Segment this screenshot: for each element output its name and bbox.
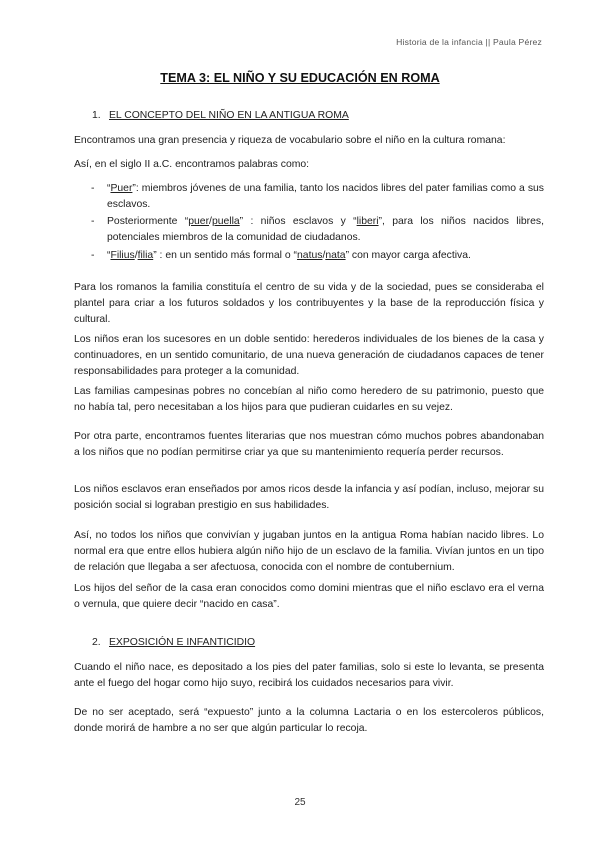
bullet-item-filius: “Filius/filia” : en un sentido más formal o “natus/nata” con mayor carga afectiva.: [107, 250, 471, 261]
paragraph-fuentes: Por otra parte, encontramos fuentes literarias que nos muestran cómo muchos pobres abandonaban a los niños que no podían permitirse criar ya que su mantenimiento requería perder recursos.: [74, 431, 544, 458]
bullet-marker: -: [91, 216, 95, 227]
section-number: 2.: [92, 637, 101, 648]
running-header: Historia de la infancia || Paula Pérez: [396, 37, 542, 47]
section-heading-1: [92, 110, 349, 121]
paragraph-convivian: Así, no todos los niños que convivían y jugaban juntos en la antigua Roma habían nacido libres. Lo normal era que entre ellos hubiera algún niño hijo de un esclavo de la familia. Vivían juntos en un tipo de relación que llegaba a ser afectuosa, conocida con el nombre de contubernium.: [74, 530, 544, 573]
bullet-item-puella: Posteriormente “puer/puella” : niños esclavos y “liberi”, para los niños nacidos libres, potenciales miembros de la comunidad de ciudadanos.: [107, 216, 544, 243]
paragraph-familia: Para los romanos la familia constituía el centro de su vida y de la sociedad, pues se consideraba el plantel para criar a los futuros soldados y los contribuyentes y la base de la reproducción física y cultural.: [74, 282, 544, 325]
paragraph-domini: Los hijos del señor de la casa eran conocidos como domini mientras que el niño esclavo era el verna o vernula, que quiere decir “nacido en casa”.: [74, 583, 544, 610]
section-number: 1.: [92, 110, 101, 121]
paragraph-esclavos: Los niños esclavos eran enseñados por amos ricos desde la infancia y así podían, incluso, mejorar su posición social si lograban prestigio en sus habilidades.: [74, 484, 544, 511]
bullet-item-puer: “Puer”: miembros jóvenes de una familia, tanto los nacidos libres del pater familias como a sus esclavos.: [107, 183, 544, 210]
intro-paragraph: Encontramos una gran presencia y riqueza de vocabulario sobre el niño en la cultura romana:: [74, 135, 506, 146]
section-heading-2: [92, 637, 255, 648]
section-title: EXPOSICIÓN E INFANTICIDIO: [109, 637, 256, 648]
page-number: 25: [294, 797, 306, 808]
bullet-marker: -: [91, 183, 95, 194]
paragraph-campesinas: Las familias campesinas pobres no concebían al niño como heredero de su patrimonio, puesto que no había tal, pero necesitaban a los hijos para que pudieran cuidarles en su vejez.: [74, 386, 544, 413]
page-title: TEMA 3: EL NIÑO Y SU EDUCACIÓN EN ROMA: [160, 71, 440, 85]
section-title: EL CONCEPTO DEL NIÑO EN LA ANTIGUA ROMA: [109, 110, 349, 121]
paragraph-nacimiento: Cuando el niño nace, es depositado a los pies del pater familias, solo si este lo levanta, se presenta ante el fuego del hogar como hijo suyo, recibirá los cuidados necesarios para vivir.: [74, 662, 544, 689]
bullet-marker: -: [91, 250, 95, 261]
paragraph-sucesores: Los niños eran los sucesores en un doble sentido: herederos individuales de los bienes de la casa y continuadores, en un sentido comunitario, de una nueva generación de ciudadanos capaces de tener responsabilidades para proteger a la comunidad.: [74, 334, 544, 377]
paragraph-expuesto: De no ser aceptado, será “expuesto” junto a la columna Lactaria o en los estercoleros públicos, donde morirá de hambre a no ser que algún particular lo recoja.: [74, 707, 544, 734]
century-line: Así, en el siglo II a.C. encontramos palabras como:: [74, 159, 310, 170]
